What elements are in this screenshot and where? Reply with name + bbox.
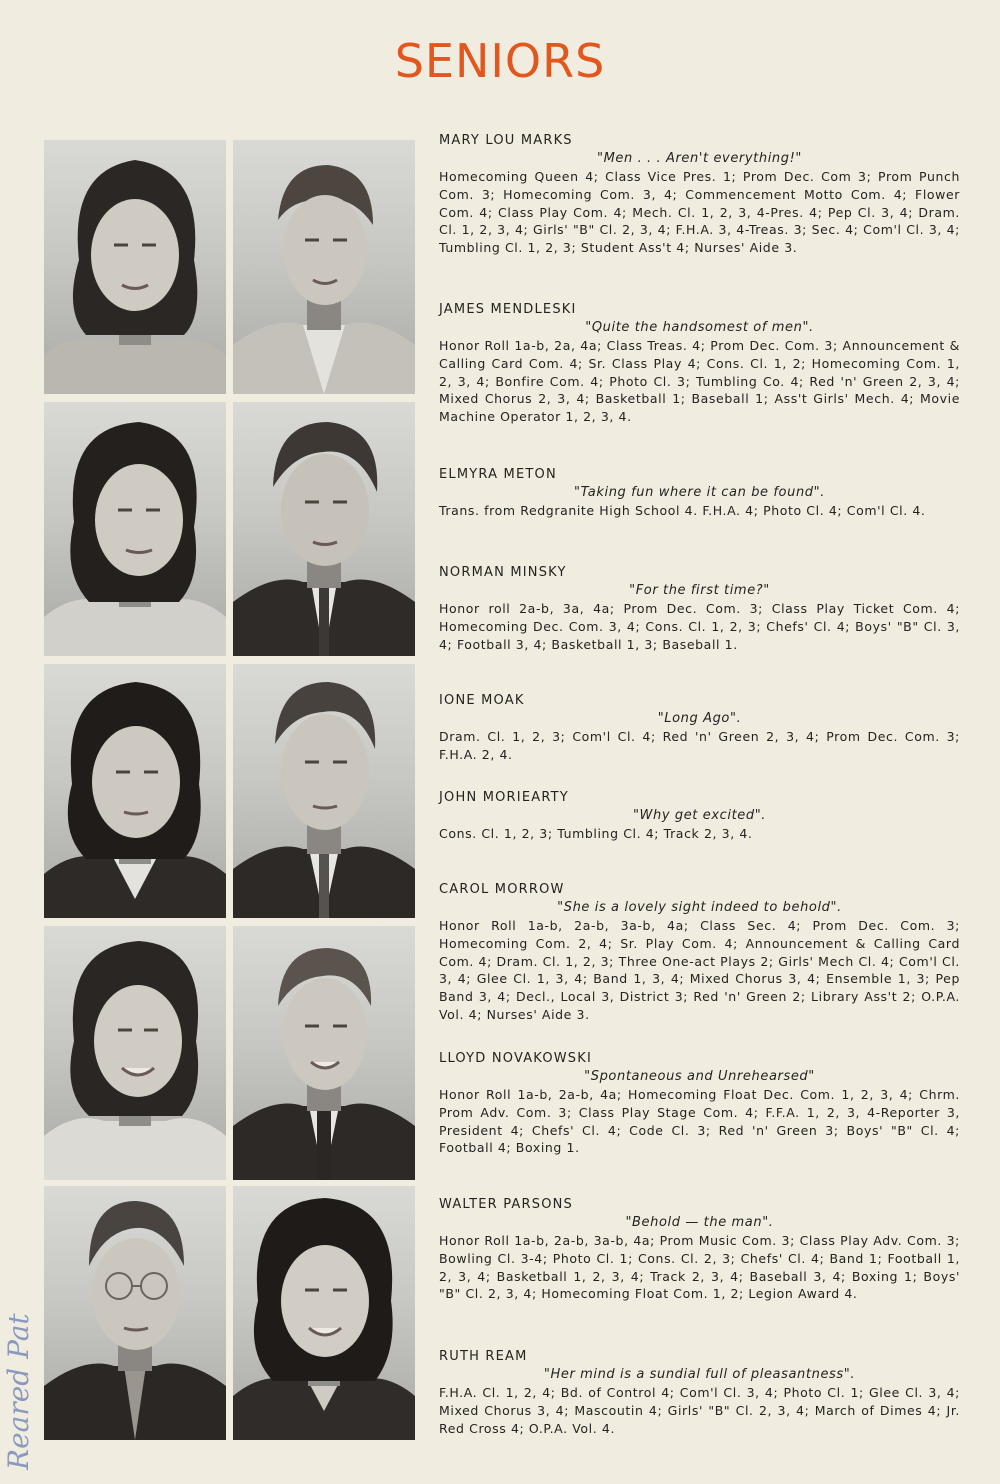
senior-name: JOHN MORIEARTY <box>439 790 569 805</box>
portrait-lloyd-novakowski <box>233 926 415 1180</box>
senior-quote: "Why get excited". <box>632 808 767 823</box>
senior-quote: "Behold — the man". <box>625 1215 774 1230</box>
senior-quote: "Men . . . Aren't everything!" <box>597 151 802 166</box>
senior-activities: Trans. from Redgranite High School 4. F.H.A. 4; Photo Cl. 4; Com'l Cl. 4. <box>439 503 926 518</box>
senior-entry <box>439 1050 960 1157</box>
senior-name: MARY LOU MARKS <box>439 133 573 148</box>
senior-entry <box>439 466 960 520</box>
portrait-james-mendleski <box>233 140 415 394</box>
senior-quote: "Her mind is a sundial full of pleasantness". <box>543 1367 856 1382</box>
senior-quote: "Taking fun where it can be found". <box>574 485 825 500</box>
senior-quote: "Quite the handsomest of men". <box>585 320 814 335</box>
portrait-norman-minsky <box>233 402 415 656</box>
senior-entry <box>439 301 960 426</box>
senior-quote: "She is a lovely sight indeed to behold". <box>557 900 842 915</box>
page-title: SENIORS <box>394 34 606 88</box>
senior-activities: Cons. Cl. 1, 2, 3; Tumbling Cl. 4; Track 2, 3, 4. <box>439 826 753 841</box>
senior-entry <box>439 1196 960 1303</box>
senior-activities: F.H.A. Cl. 1, 2, 4; Bd. of Control 4; Com'l Cl. 3, 4; Photo Cl. 1; Glee Cl. 3, 4; Mixed Chorus 3, 4; Mascoutin 4; Girls' "B" Cl. 2, 3, 4; March of Dimes 4; Jr. Red Cross 4; O.P.A. Vol. 4. <box>439 1385 960 1436</box>
senior-name: NORMAN MINSKY <box>439 565 567 580</box>
portrait-ione-moak <box>44 664 226 918</box>
senior-quote: "For the first time?" <box>629 583 770 598</box>
senior-entry <box>439 881 960 1024</box>
senior-entry <box>439 564 960 653</box>
portrait-elmyra-meton <box>44 402 226 656</box>
senior-name: RUTH REAM <box>439 1349 528 1364</box>
senior-entry <box>439 132 960 257</box>
portrait-ruth-ream <box>233 1186 415 1440</box>
senior-entry <box>439 692 960 764</box>
portrait-carol-morrow <box>44 926 226 1180</box>
senior-activities: Honor roll 2a-b, 3a, 4a; Prom Dec. Com. 3; Class Play Ticket Com. 4; Homecoming Dec. Com. 3, 4; Cons. Cl. 1, 2, 3; Chefs' Cl. 4; Boys' "B" Cl. 3, 4; Football 3, 4; Basketball 1, 3; Baseball 1. <box>439 601 960 652</box>
senior-name: LLOYD NOVAKOWSKI <box>439 1051 593 1066</box>
senior-quote: "Long Ago". <box>657 711 742 726</box>
senior-activities: Honor Roll 1a-b, 2a-b, 3a-b, 4a; Prom Music Com. 3; Class Play Adv. Com. 3; Bowling Cl. 3-4; Photo Cl. 1; Cons. Cl. 2, 3; Chefs' Cl. 4; Band 1; Football 1, 2, 3, 4; Basketball 1, 2, 3, 4; Track 2, 3, 4; Baseball 3, 4; Boxing 1; Boys' "B" Cl. 2, 3, 4; Homecoming Float Com. 1, 2; Legion Award 4. <box>439 1233 960 1302</box>
senior-activities: Homecoming Queen 4; Class Vice Pres. 1; Prom Dec. Com 3; Prom Punch Com. 3; Homecoming Com. 3, 4; Commencement Motto Com. 4; Flower Com. 4; Class Play Com. 4; Mech. Cl. 1, 2, 3, 4-Pres. 4; Pep Cl. 3, 4; Dram. Cl. 1, 2, 3, 4; Girls' "B" Cl. 2, 3, 4; F.H.A. 3, 4-Treas. 3; Sec. 4; Com'l Cl. 3, 4; Tumbling Cl. 1, 2, 3; Student Ass't 4; Nurses' Aide 3. <box>439 169 960 256</box>
senior-name: IONE MOAK <box>439 693 525 708</box>
senior-activities: Honor Roll 1a-b, 2a-b, 4a; Homecoming Float Dec. Com. 1, 2, 3, 4; Chrm. Prom Adv. Com. 3; Class Play Stage Com. 4; F.F.A. 1, 2, 3, 4-Reporter 3, President 4; Chefs' Cl. 4; Code Cl. 3; Red 'n' Green 3; Boys' "B" Cl. 4; Football 4; Boxing 1. <box>439 1087 960 1156</box>
portrait-mary-lou-marks <box>44 140 226 394</box>
portrait-john-moriearty <box>233 664 415 918</box>
senior-entry <box>439 789 960 843</box>
senior-name: ELMYRA METON <box>439 467 557 482</box>
portrait-grid <box>44 140 415 1440</box>
senior-name: JAMES MENDLESKI <box>439 302 577 317</box>
portrait-walter-parsons <box>44 1186 226 1440</box>
handwritten-margin-note: Reared Pat <box>2 1313 35 1470</box>
senior-activities: Honor Roll 1a-b, 2a-b, 3a-b, 4a; Class Sec. 4; Prom Dec. Com. 3; Homecoming Com. 2, 4; Sr. Play Com. 4; Announcement & Calling Card Com. 4; Dram. Cl. 1, 2, 3; Three One-act Plays 2; Girls' Mech Cl. 4; Com'l Cl. 3, 4; Glee Cl. 1, 3, 4; Band 1, 3, 4; Mixed Chorus 3, 4; Ensemble 1, 3; Pep Band 3, 4; Decl., Local 3, District 3; Red 'n' Green 2; Library Ass't 2; O.P.A. Vol. 4; Nurses' Aide 3. <box>439 918 960 1022</box>
senior-entry <box>439 1348 960 1437</box>
senior-quote: "Spontaneous and Unrehearsed" <box>584 1069 815 1084</box>
senior-activities: Honor Roll 1a-b, 2a, 4a; Class Treas. 4; Prom Dec. Com. 3; Announcement & Calling Card Com. 4; Sr. Class Play 4; Cons. Cl. 1, 2; Homecoming Com. 1, 2, 3, 4; Bonfire Com. 4; Photo Cl. 3; Tumbling Co. 4; Red 'n' Green 2, 3, 4; Mixed Chorus 2, 3, 4; Basketball 1; Baseball 1; Ass't Girls' Mech. 4; Movie Machine Operator 1, 2, 3, 4. <box>439 338 960 425</box>
senior-name: CAROL MORROW <box>439 882 565 897</box>
senior-name: WALTER PARSONS <box>439 1197 574 1212</box>
senior-activities: Dram. Cl. 1, 2, 3; Com'l Cl. 4; Red 'n' Green 2, 3, 4; Prom Dec. Com. 3; F.H.A. 2, 4. <box>439 729 960 762</box>
